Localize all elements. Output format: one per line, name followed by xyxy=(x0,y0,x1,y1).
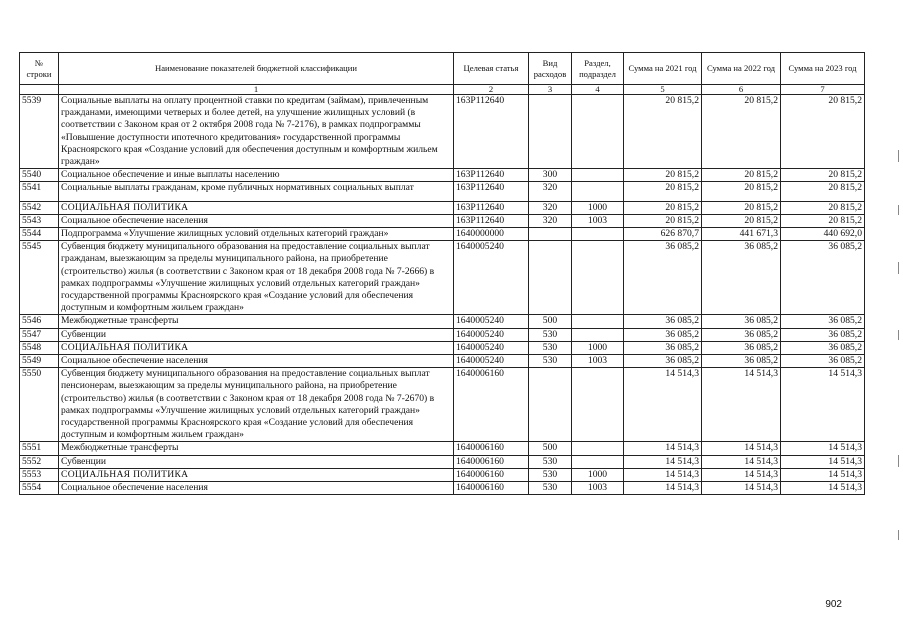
row-name: Социальное обеспечение и иные выплаты населению xyxy=(59,169,454,182)
table-row xyxy=(20,228,865,241)
row-sum-2022: 36 085,2 xyxy=(702,328,781,341)
index-cell: 5 xyxy=(624,85,702,95)
index-cell: 1 xyxy=(59,85,454,95)
row-target-article: 1640006160 xyxy=(454,442,529,455)
row-section: 1003 xyxy=(572,355,624,368)
index-cell: 4 xyxy=(572,85,624,95)
row-sum-2023: 14 514,3 xyxy=(781,442,865,455)
row-sum-2023: 36 085,2 xyxy=(781,355,865,368)
row-sum-2021: 14 514,3 xyxy=(624,455,702,468)
row-target-article: 1640005240 xyxy=(454,328,529,341)
row-sum-2023: 36 085,2 xyxy=(781,315,865,328)
row-number: 5544 xyxy=(20,228,59,241)
column-index-row xyxy=(20,85,865,95)
header-target: Целевая статья xyxy=(454,53,529,85)
scan-edge-mark xyxy=(898,455,899,467)
table-row xyxy=(20,455,865,468)
row-sum-2022: 14 514,3 xyxy=(702,468,781,481)
row-sum-2023: 14 514,3 xyxy=(781,455,865,468)
table-row xyxy=(20,95,865,169)
row-target-article: 1640006160 xyxy=(454,468,529,481)
row-sum-2021: 36 085,2 xyxy=(624,355,702,368)
row-number: 5546 xyxy=(20,315,59,328)
index-cell xyxy=(20,85,59,95)
row-name: Социальное обеспечение населения xyxy=(59,355,454,368)
row-sum-2022: 36 085,2 xyxy=(702,315,781,328)
row-section xyxy=(572,315,624,328)
row-sum-2023: 20 815,2 xyxy=(781,95,865,169)
row-expense-kind: 530 xyxy=(529,482,572,495)
row-name: Субвенция бюджету муниципального образования на предоставление социальных выплат гражданам, выезжающим за пределы муниципального района, на приобретение (строительство) жилья (в соответствии с Законом края от 18 декабря 2008 года № 7-2666) в рамках подпрограммы «Улучшение жилищных условий отдельных категорий граждан» государственной программы Красноярского края «Создание условий для обеспечения доступным и комфортным жильем граждан» xyxy=(59,241,454,315)
row-sum-2021: 14 514,3 xyxy=(624,442,702,455)
row-sum-2021: 14 514,3 xyxy=(624,368,702,442)
row-sum-2022: 14 514,3 xyxy=(702,455,781,468)
row-section xyxy=(572,368,624,442)
row-number: 5553 xyxy=(20,468,59,481)
index-cell: 3 xyxy=(529,85,572,95)
row-sum-2023: 440 692,0 xyxy=(781,228,865,241)
row-number: 5550 xyxy=(20,368,59,442)
table-row xyxy=(20,482,865,495)
header-section: Раздел, подраздел xyxy=(572,53,624,85)
row-target-article: 163P112640 xyxy=(454,169,529,182)
row-expense-kind: 530 xyxy=(529,328,572,341)
row-name: Субвенции xyxy=(59,455,454,468)
header-sum-2021: Сумма на 2021 год xyxy=(624,53,702,85)
row-sum-2022: 14 514,3 xyxy=(702,368,781,442)
row-sum-2023: 14 514,3 xyxy=(781,368,865,442)
scan-edge-mark xyxy=(898,530,899,540)
row-sum-2021: 14 514,3 xyxy=(624,482,702,495)
row-section xyxy=(572,455,624,468)
row-section xyxy=(572,328,624,341)
row-expense-kind xyxy=(529,228,572,241)
row-expense-kind: 530 xyxy=(529,455,572,468)
header-sum-2023: Сумма на 2023 год xyxy=(781,53,865,85)
row-number: 5548 xyxy=(20,341,59,354)
row-number: 5545 xyxy=(20,241,59,315)
row-number: 5540 xyxy=(20,169,59,182)
row-target-article: 163P112640 xyxy=(454,182,529,201)
row-number: 5547 xyxy=(20,328,59,341)
row-number: 5552 xyxy=(20,455,59,468)
row-sum-2021: 20 815,2 xyxy=(624,214,702,227)
row-sum-2021: 36 085,2 xyxy=(624,241,702,315)
row-sum-2022: 14 514,3 xyxy=(702,442,781,455)
row-sum-2021: 20 815,2 xyxy=(624,182,702,201)
row-name: Социальное обеспечение населения xyxy=(59,482,454,495)
scan-edge-mark xyxy=(898,150,899,162)
row-name: Социальные выплаты гражданам, кроме публичных нормативных социальных выплат xyxy=(59,182,454,201)
table-row xyxy=(20,214,865,227)
row-name: СОЦИАЛЬНАЯ ПОЛИТИКА xyxy=(59,201,454,214)
table-row xyxy=(20,355,865,368)
row-sum-2021: 20 815,2 xyxy=(624,201,702,214)
table-row xyxy=(20,315,865,328)
row-expense-kind: 320 xyxy=(529,201,572,214)
row-sum-2023: 36 085,2 xyxy=(781,328,865,341)
row-sum-2022: 20 815,2 xyxy=(702,169,781,182)
row-number: 5539 xyxy=(20,95,59,169)
table-body xyxy=(20,85,865,495)
row-target-article: 1640006160 xyxy=(454,482,529,495)
index-cell: 6 xyxy=(702,85,781,95)
row-target-article: 1640006160 xyxy=(454,368,529,442)
row-expense-kind: 530 xyxy=(529,355,572,368)
row-sum-2023: 20 815,2 xyxy=(781,201,865,214)
table-row xyxy=(20,368,865,442)
table-row xyxy=(20,241,865,315)
table-row xyxy=(20,169,865,182)
row-target-article: 163P112640 xyxy=(454,95,529,169)
row-name: СОЦИАЛЬНАЯ ПОЛИТИКА xyxy=(59,468,454,481)
row-expense-kind: 320 xyxy=(529,214,572,227)
table-row xyxy=(20,182,865,201)
row-sum-2023: 36 085,2 xyxy=(781,341,865,354)
table-row xyxy=(20,442,865,455)
row-number: 5541 xyxy=(20,182,59,201)
index-cell: 7 xyxy=(781,85,865,95)
row-target-article: 163P112640 xyxy=(454,214,529,227)
row-sum-2023: 14 514,3 xyxy=(781,468,865,481)
row-sum-2023: 14 514,3 xyxy=(781,482,865,495)
row-section: 1003 xyxy=(572,214,624,227)
row-name: СОЦИАЛЬНАЯ ПОЛИТИКА xyxy=(59,341,454,354)
row-section: 1000 xyxy=(572,468,624,481)
table-row xyxy=(20,201,865,214)
page-number: 902 xyxy=(825,599,842,610)
row-target-article: 1640000000 xyxy=(454,228,529,241)
header-name: Наименование показателей бюджетной классификации xyxy=(59,53,454,85)
row-section xyxy=(572,228,624,241)
row-section: 1003 xyxy=(572,482,624,495)
row-name: Межбюджетные трансферты xyxy=(59,315,454,328)
row-target-article: 1640005240 xyxy=(454,341,529,354)
row-sum-2022: 36 085,2 xyxy=(702,355,781,368)
scan-edge-mark xyxy=(898,205,899,215)
row-name: Межбюджетные трансферты xyxy=(59,442,454,455)
row-expense-kind: 500 xyxy=(529,315,572,328)
row-target-article: 163P112640 xyxy=(454,201,529,214)
row-sum-2023: 20 815,2 xyxy=(781,182,865,201)
row-expense-kind xyxy=(529,95,572,169)
row-name: Субвенции xyxy=(59,328,454,341)
row-name: Подпрограмма «Улучшение жилищных условий отдельных категорий граждан» xyxy=(59,228,454,241)
row-number: 5542 xyxy=(20,201,59,214)
row-expense-kind xyxy=(529,368,572,442)
row-name: Субвенция бюджету муниципального образования на предоставление социальных выплат пенсионерам, выезжающим за пределы муниципального района, на приобретение (строительство) жилья (в соответствии с Законом края от 18 декабря 2008 года № 7-2670) в рамках подпрограммы «Улучшение жилищных условий отдельных категорий граждан» государственной программы Красноярского края «Создание условий для обеспечения доступным и комфортным жильем граждан» xyxy=(59,368,454,442)
header-kind: Вид расходов xyxy=(529,53,572,85)
row-sum-2021: 36 085,2 xyxy=(624,315,702,328)
index-cell: 2 xyxy=(454,85,529,95)
row-number: 5549 xyxy=(20,355,59,368)
row-target-article: 1640005240 xyxy=(454,355,529,368)
row-name: Социальные выплаты на оплату процентной ставки по кредитам (займам), привлеченным гражданами, имеющими четверых и более детей, на улучшение жилищных условий (в соответствии с Законом края от 2 октября 2008 года № 7-2176), в рамках подпрограммы «Повышение доступности ипотечного кредитования» государственной программы Красноярского края «Создание условий для обеспечения доступным и комфортным жильем граждан» xyxy=(59,95,454,169)
row-sum-2021: 36 085,2 xyxy=(624,328,702,341)
row-number: 5543 xyxy=(20,214,59,227)
header-num: № строки xyxy=(20,53,59,85)
row-section xyxy=(572,169,624,182)
row-target-article: 1640005240 xyxy=(454,241,529,315)
row-section xyxy=(572,182,624,201)
row-sum-2021: 626 870,7 xyxy=(624,228,702,241)
row-section: 1000 xyxy=(572,201,624,214)
row-expense-kind: 320 xyxy=(529,182,572,201)
row-sum-2022: 14 514,3 xyxy=(702,482,781,495)
row-target-article: 1640006160 xyxy=(454,455,529,468)
row-name: Социальное обеспечение населения xyxy=(59,214,454,227)
row-expense-kind: 300 xyxy=(529,169,572,182)
row-sum-2021: 20 815,2 xyxy=(624,95,702,169)
scan-edge-mark xyxy=(898,262,899,274)
row-sum-2022: 441 671,3 xyxy=(702,228,781,241)
table-row xyxy=(20,468,865,481)
row-expense-kind: 530 xyxy=(529,468,572,481)
row-number: 5551 xyxy=(20,442,59,455)
row-target-article: 1640005240 xyxy=(454,315,529,328)
row-section xyxy=(572,442,624,455)
row-number: 5554 xyxy=(20,482,59,495)
row-expense-kind: 500 xyxy=(529,442,572,455)
row-sum-2023: 20 815,2 xyxy=(781,214,865,227)
row-sum-2021: 14 514,3 xyxy=(624,468,702,481)
scan-edge-mark xyxy=(898,330,899,340)
row-sum-2022: 36 085,2 xyxy=(702,241,781,315)
row-sum-2021: 36 085,2 xyxy=(624,341,702,354)
row-sum-2023: 20 815,2 xyxy=(781,169,865,182)
row-section xyxy=(572,95,624,169)
row-section xyxy=(572,241,624,315)
row-sum-2023: 36 085,2 xyxy=(781,241,865,315)
header-row xyxy=(20,53,865,85)
table-row xyxy=(20,341,865,354)
row-section: 1000 xyxy=(572,341,624,354)
row-sum-2022: 36 085,2 xyxy=(702,341,781,354)
budget-table xyxy=(19,52,865,495)
row-sum-2022: 20 815,2 xyxy=(702,95,781,169)
table-row xyxy=(20,328,865,341)
row-sum-2022: 20 815,2 xyxy=(702,214,781,227)
row-expense-kind: 530 xyxy=(529,341,572,354)
row-sum-2022: 20 815,2 xyxy=(702,201,781,214)
row-sum-2021: 20 815,2 xyxy=(624,169,702,182)
row-sum-2022: 20 815,2 xyxy=(702,182,781,201)
header-sum-2022: Сумма на 2022 год xyxy=(702,53,781,85)
row-expense-kind xyxy=(529,241,572,315)
